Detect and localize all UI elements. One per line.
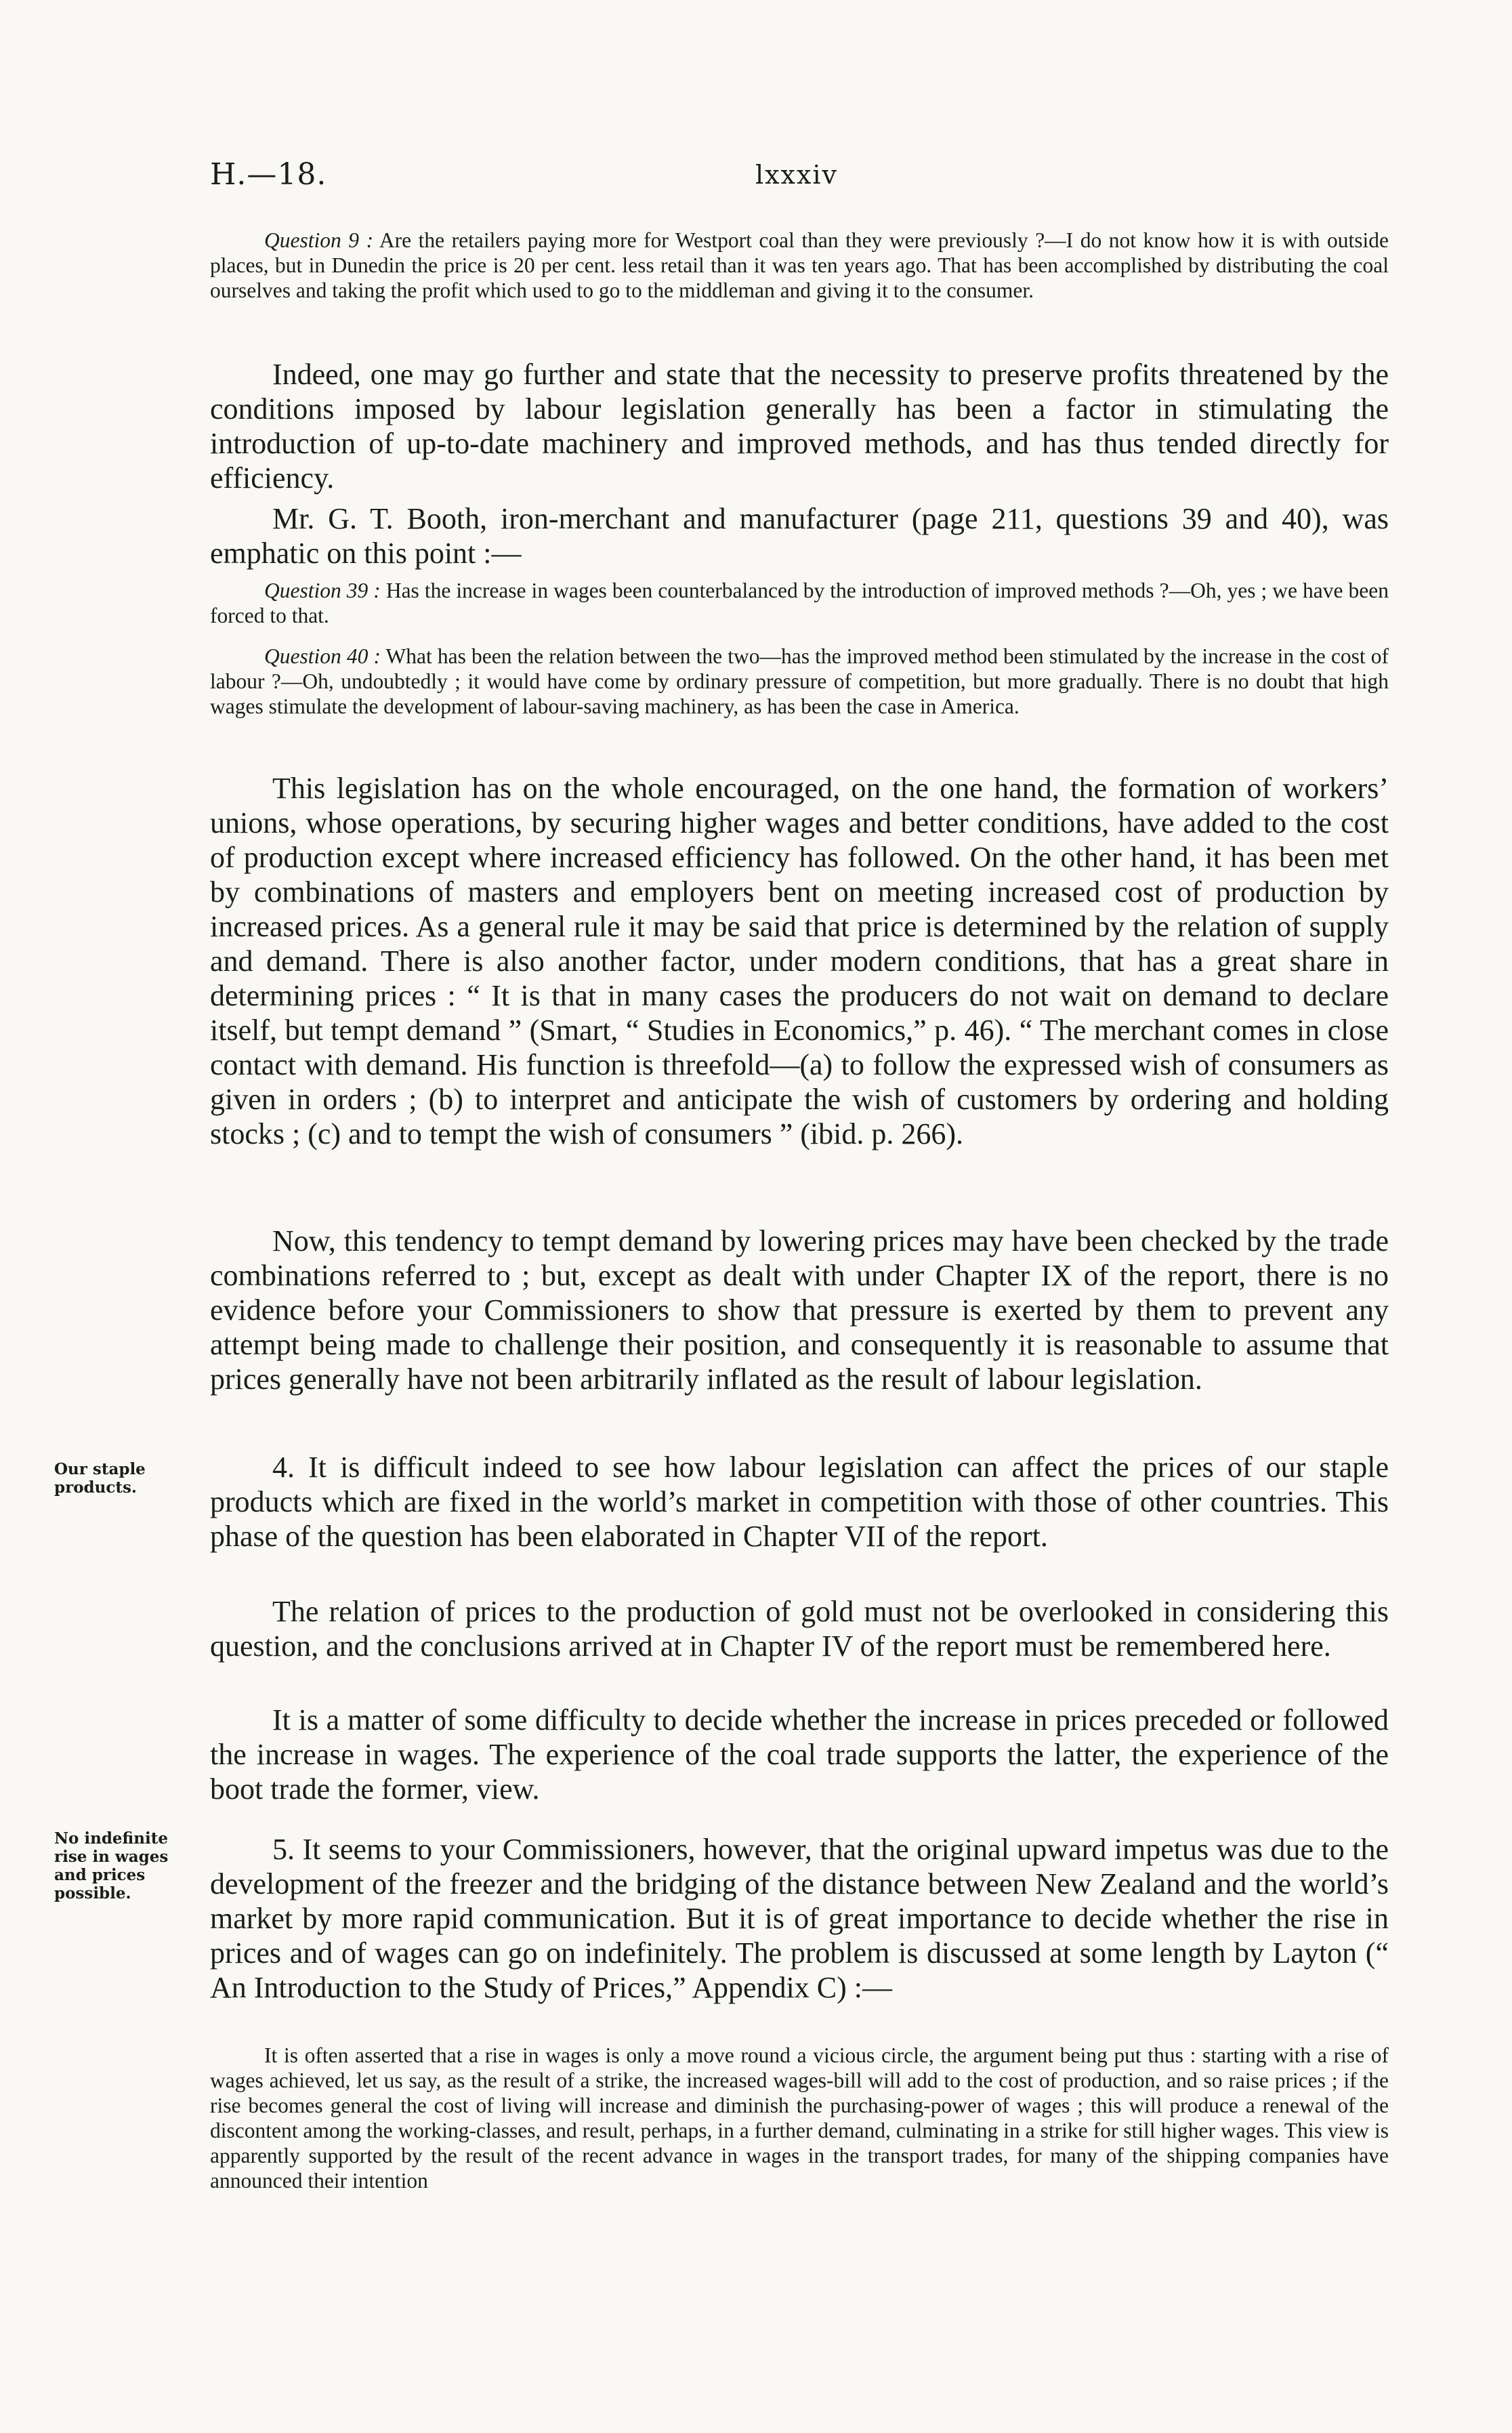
margin-note-indefinite-rise: No indefinite rise in wages and prices possible. <box>54 1829 169 1902</box>
question-label: Question 39 : <box>264 579 381 602</box>
evidence-question-40 <box>210 644 1389 719</box>
report-code: H.—18. <box>210 157 327 192</box>
paragraph-section-5: 5. It seems to your Commissioners, however, that the original upward impetus was due to the development of the freezer and the bridging of the distance between New Zealand and the world’s market by more rapid communication. But it is of great importance to decide whether the rise in prices and of wages can go on indefinitely. The problem is discussed at some length by Layton (“ An Introduction to the Study of Prices,” Appendix C) :— <box>210 1833 1389 2004</box>
layton-quotation: It is often asserted that a rise in wages is only a move round a vicious circle, the argument being put thus : starting with a rise of wages achieved, let us say, as the result of a strike, the increased wages-bill will add to the cost of production, and so raise prices ; if the rise becomes general the cost of living will increase and diminish the purchasing-power of wages ; this will produce a renewal of the discontent among the working-classes, and result, perhaps, in a further demand, culminating in a strike for still higher wages. This view is apparently supported by the result of the recent advance in wages in the transport trades, for many of the shipping companies have announced their intention <box>210 2043 1389 2192</box>
paragraph-booth: Mr. G. T. Booth, iron-merchant and manufacturer (page 211, questions 39 and 40), was emphatic on this point :— <box>210 502 1389 570</box>
question-label: Question 9 : <box>264 228 374 252</box>
page-header <box>210 157 1383 198</box>
question-text: What has been the relation between the two—has the improved method been stimulated by the increase in the cost of labour ?—Oh, undoubtedly ; it would have come by ordinary pressure of competition, but more gradually. There is no doubt that high wages stimulate the development of labour-saving machinery, as has been the case in America. <box>210 644 1389 718</box>
evidence-question-9 <box>210 228 1389 303</box>
paragraph-gold: The relation of prices to the production of gold must not be overlooked in considering this question, and the conclusions arrived at in Chapter IV of the report must be remembered here. <box>210 1595 1389 1663</box>
paragraph-tempt-demand: Now, this tendency to tempt demand by lowering prices may have been checked by the trade combinations referred to ; but, except as dealt with under Chapter IX of the report, there is no evidence before your Commissioners to show that pressure is exerted by them to prevent any attempt being made to challenge their position, and consequently it is reasonable to assume that prices generally have not been arbitrarily inflated as the result of labour legislation. <box>210 1224 1389 1396</box>
page-number: lxxxiv <box>755 160 839 190</box>
question-text: Are the retailers paying more for Westport coal than they were previously ?—I do not know how it is with outside places, but in Dunedin the price is 20 per cent. less retail than it was ten years ago. That has been accomplished by distributing the coal ourselves and taking the profit which used to go to the middleman and giving it to the consumer. <box>210 228 1389 302</box>
paragraph-difficulty: It is a matter of some difficulty to decide whether the increase in prices preceded or followed the increase in wages. The experience of the coal trade supports the latter, the experience of the boot trade the former, view. <box>210 1703 1389 1806</box>
paragraph-legislation: This legislation has on the whole encouraged, on the one hand, the formation of workers’ unions, whose operations, by securing higher wages and better conditions, have added to the cost of production except where increased efficiency has followed. On the other hand, it has been met by combinations of masters and employers bent on meeting increased cost of production by increased prices. As a general rule it may be said that price is determined by the relation of supply and demand. There is also another factor, under modern conditions, that has a great share in determining prices : “ It is that in many cases the producers do not wait on demand to declare itself, but tempt demand ” (Smart, “ Studies in Economics,” p. 46). “ The merchant comes in close contact with demand. His function is threefold—(a) to follow the expressed wish of consumers as given in orders ; (b) to interpret and anticipate the wish of customers by ordering and holding stocks ; (c) and to tempt the wish of consumers ” (ibid. p. 266). <box>210 772 1389 1150</box>
evidence-question-39 <box>210 578 1389 628</box>
question-text: Has the increase in wages been counterbalanced by the introduction of improved methods ?—Oh, yes ; we have been forced to that. <box>210 579 1389 627</box>
margin-note-staple-products: Our staple products. <box>54 1460 146 1497</box>
paragraph-indeed: Indeed, one may go further and state that the necessity to preserve profits threatened by the conditions imposed by labour legislation generally has been a factor in stimulating the introduction of up-to-date machinery and improved methods, and has thus tended directly for efficiency. <box>210 358 1389 495</box>
paragraph-section-4: 4. It is difficult indeed to see how labour legislation can affect the prices of our staple products which are fixed in the world’s market in competition with those of other countries. This phase of the question has been elaborated in Chapter VII of the report. <box>210 1451 1389 1553</box>
question-label: Question 40 : <box>264 644 381 668</box>
